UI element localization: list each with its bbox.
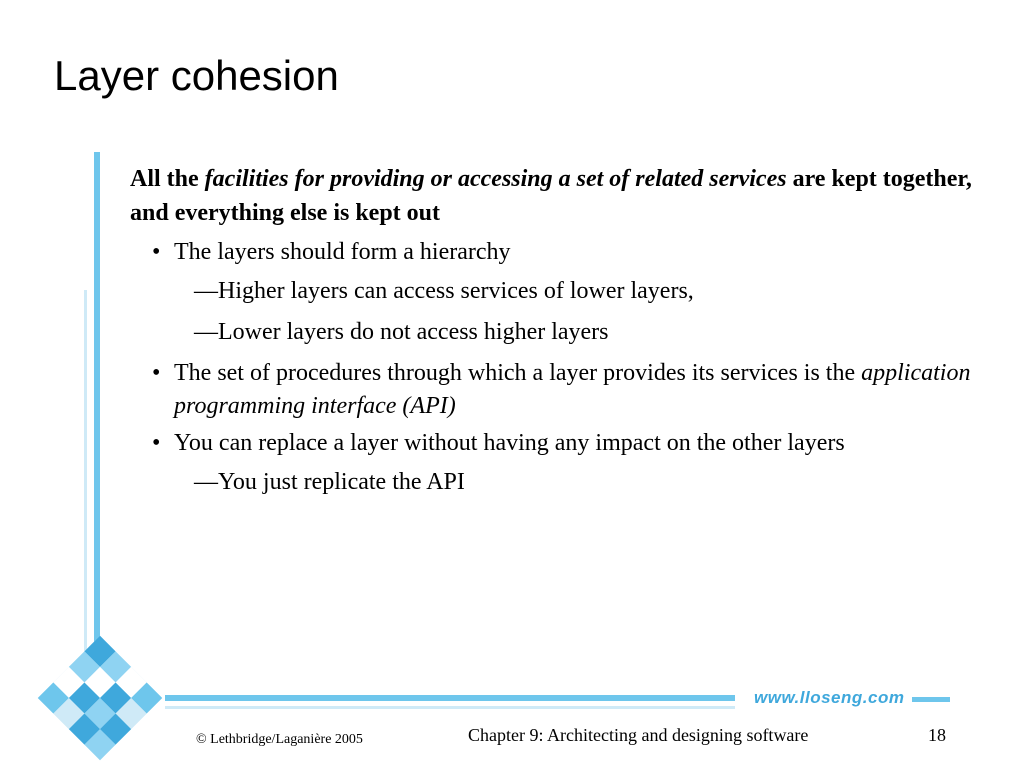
chapter-label: Chapter 9: Architecting and designing software: [468, 725, 809, 745]
bullet-text: The set of procedures through which a layer provides its services is the: [174, 360, 862, 386]
vertical-accent-line-light: [84, 290, 87, 670]
slide-body: [130, 162, 980, 507]
horizontal-accent-line-right: [912, 697, 950, 702]
page-number: 18: [928, 725, 946, 745]
horizontal-accent-line: [165, 695, 735, 701]
bullet-icon: •: [152, 239, 161, 265]
bullet-icon: •: [152, 360, 161, 386]
bullet-italic-text: application programming interface (API): [174, 360, 971, 419]
lead-italic: facilities for providing or accessing a set of related services: [204, 166, 787, 192]
lead-bold-start: All the: [130, 166, 205, 192]
website-url: www.lloseng.com: [754, 688, 905, 707]
lead-bold-end: are kept together, and everything else is kept out: [130, 166, 972, 226]
bullet-item: [130, 357, 980, 423]
lead-paragraph: [130, 162, 980, 230]
bullet-text: The layers should form a hierarchy: [174, 239, 511, 265]
copyright-text: © Lethbridge/Laganière 2005: [196, 732, 363, 747]
horizontal-accent-line-light: [165, 706, 735, 709]
bullet-item: [130, 236, 980, 269]
bullet-icon: •: [152, 430, 161, 456]
bullet-item: [130, 427, 980, 460]
sub-item: —You just replicate the API: [194, 469, 465, 495]
sub-item: —Higher layers can access services of lower layers,: [194, 278, 694, 304]
bullet-text: You can replace a layer without having any impact on the other layers: [174, 430, 845, 456]
sub-item: —Lower layers do not access higher layers: [194, 319, 609, 345]
diamond-logo-icon: [30, 628, 170, 773]
slide-title: Layer cohesion: [54, 52, 339, 99]
